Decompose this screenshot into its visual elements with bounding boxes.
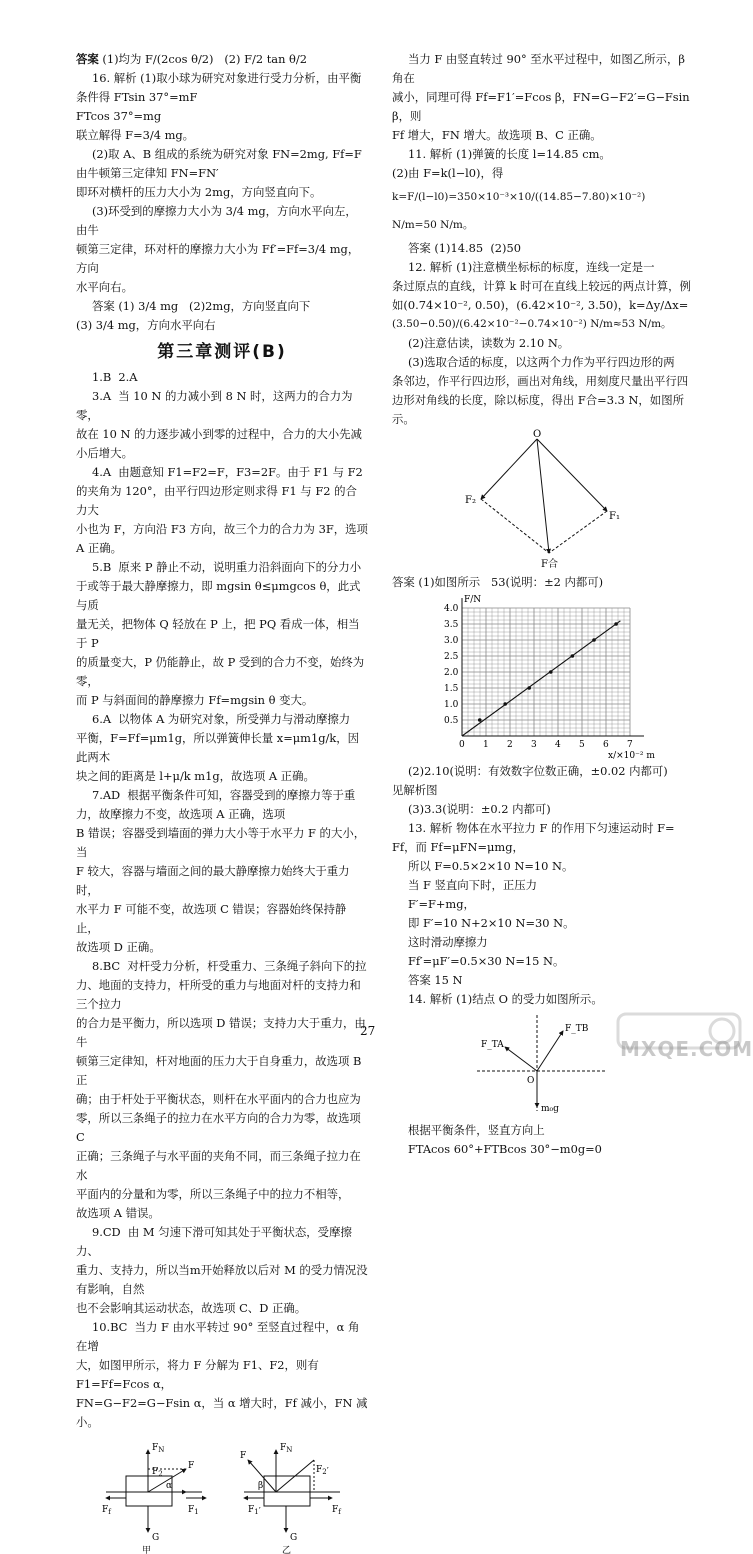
text-line: 这时滑动摩擦力 (407, 935, 488, 949)
text-line: 也不会影响其运动状态，故选项 C、D 正确。 (76, 1301, 307, 1315)
text-line: 13. 解析 物体在水平拉力 F 的作用下匀速运动时 F= (407, 821, 675, 835)
text-line: 14. 解析 (1)结点 O 的受力如图所示。 (407, 992, 603, 1006)
text-line: 水平向右。 (76, 280, 133, 294)
answer-line: 答案 (1) 3/4 mg (2)2mg，方向竖直向下 (91, 299, 311, 313)
svg-text:FN: $F_N$ (280, 1443, 293, 1454)
text-line: 8.BC 对杆受力分析，杆受重力、三条绳子斜向下的拉 (91, 959, 367, 973)
svg-text:Ff: $F_f$ (332, 1505, 341, 1516)
diagram-yi (240, 1443, 342, 1554)
answer-line: 答案 (1)均为 F/(2cos θ/2) (2) F/2 tan θ/2 (76, 52, 307, 66)
svg-text:F: F (240, 1451, 247, 1461)
text-line: 10.BC 当力 F 由水平转过 90° 至竖直过程中，α 角在增 (76, 1320, 360, 1353)
text-line: 由牛顿第三定律知 FN=FN′ (76, 166, 219, 180)
text-line: 5.B 原来 P 静止不动，说明重力沿斜面向下的分力小 (91, 560, 362, 574)
text-line: 4.A 由题意知 F1=F2=F，F3=2F。由于 F1 与 F2 (91, 465, 363, 479)
force-diagrams-jia-yi (76, 1436, 368, 1554)
svg-text:Ff: $F_f$ (102, 1505, 111, 1516)
text-line: Ff，而 Ff=μFN=μmg， (392, 840, 524, 854)
svg-text:α: α (166, 1481, 173, 1491)
text-line: (2)由 F=k(l−l0)，得 (392, 166, 504, 180)
svg-text:F: F (188, 1461, 195, 1471)
svg-text:FN: $F_N$ (152, 1443, 165, 1454)
label-knot-O: O (527, 1076, 535, 1086)
text-line: 9.CD 由 M 匀速下滑可知其处于平衡状态，受摩擦力、 (76, 1225, 352, 1258)
data-point (592, 638, 596, 642)
text-line: 重力、支持力，所以当m开始释放以后对 M 的受力情况没有影响，自然 (76, 1263, 368, 1296)
text-line: 的夹角为 120°，由平行四边形定则求得 F1 与 F2 的合力大 (76, 484, 357, 517)
label-O: O (533, 429, 542, 440)
answer-line: 答案 15 N (407, 973, 463, 987)
text-line: 条件得 FTsin 37°=mF (76, 90, 198, 104)
caption-jia: 甲 (142, 1546, 152, 1554)
text-line: 16. 解析 (1)取小球为研究对象进行受力分析，由平衡 (91, 71, 362, 85)
text-line: (3)环受到的摩擦力大小为 3/4 mg，方向水平向左，由牛 (76, 204, 357, 237)
label-m0g: m₀g (541, 1104, 559, 1114)
y-tick-label: 2.0 (444, 668, 459, 678)
text-line: 水平力 F 可能不变，故选项 C 错误；容器始终保持静止， (76, 902, 347, 935)
y-tick-label: 1.5 (444, 684, 459, 694)
x-tick-label: 6 (603, 740, 609, 750)
text-line: FN=G−F2=G−Fsin α，当 α 增大时，Ff 减小，FN 减小。 (76, 1396, 368, 1429)
x-tick-label: 5 (579, 740, 585, 750)
caption-yi: 乙 (282, 1546, 292, 1554)
text-line: 6.A 以物体 A 为研究对象，所受弹力与滑动摩擦力 (91, 712, 351, 726)
text-line: 减小，同理可得 Ff=F1′=Fcos β，FN=G−F2′=G−Fsin β，则 (392, 90, 694, 123)
text-line: 当 F 竖直向下时，正压力 (407, 878, 538, 892)
label-F1: F₁ (609, 511, 620, 522)
x-tick-label: 3 (531, 740, 537, 750)
section-heading: 第三章测评(B) (157, 342, 287, 362)
text-line: 条邻边，作平行四边形，画出对角线，用刻度尺量出平行四 (392, 374, 689, 388)
svg-text:β: β (258, 1481, 264, 1491)
text-line: 力、地面的支持力，杆所受的重力与地面对杆的支持力和三个拉力 (76, 978, 361, 1011)
text-line: 即环对横杆的压力大小为 2mg，方向竖直向下。 (76, 185, 322, 199)
x-axis-label: x/×10⁻² m (608, 751, 655, 761)
text-line: 见解析图 (392, 783, 438, 797)
text-line: F′=F+mg， (407, 897, 475, 911)
text-line: 当力 F 由竖直转过 90° 至水平过程中，如图乙所示，β 角在 (392, 52, 689, 85)
text-line: (2)2.10(说明：有效数字位数正确，±0.02 内都可) (407, 764, 668, 778)
text-line: B 错误；容器受到墙面的弹力大小等于水平力 F 的大小，当 (76, 826, 366, 859)
watermark-text: MXQE.COM (620, 1037, 753, 1061)
text-line: 的质量变大，P 仍能静止，故 P 受到的合力不变，始终为零， (76, 655, 365, 688)
text-line: FTAcos 60°+FTBcos 30°−m0g=0 (407, 1142, 602, 1156)
text-line: 边形对角线的长度，除以标度，得出 F合=3.3 N，如图所示。 (392, 393, 684, 426)
x-tick-label: 1 (483, 740, 489, 750)
label-F2: F₂ (465, 495, 476, 506)
text-line: 联立解得 F=3/4 mg。 (76, 128, 195, 142)
force-extension-chart (392, 592, 692, 762)
label-FTB: F_TB (565, 1024, 589, 1034)
text-line: 块之间的距离是 l+μ/k m1g，故选项 A 正确。 (76, 769, 315, 783)
y-tick-label: 2.5 (444, 652, 459, 662)
text-line: 如(0.74×10⁻², 0.50)，(6.42×10⁻², 3.50)，k=Δy/Δx= (392, 298, 689, 312)
y-tick-label: 3.0 (444, 636, 459, 646)
text-line: 故在 10 N 的力逐步减小到零的过程中，合力的大小先减 (76, 427, 362, 441)
text-line: 3.A 当 10 N 的力减小到 8 N 时，这两力的合力为零， (76, 389, 353, 422)
svg-text:G: G (290, 1533, 298, 1543)
text-line: 7.AD 根据平衡条件可知，容器受到的摩擦力等于重 (91, 788, 356, 802)
text-line: 于或等于最大静摩擦力，即 mgsin θ≤μmgcos θ，此式与质 (76, 579, 361, 612)
left-column (76, 50, 368, 1554)
text-line: FTcos 37°=mg (76, 109, 162, 123)
text-line: 顿第三定律，环对杆的摩擦力大小为 Ff′=Ff=3/4 mg，方向 (76, 242, 360, 275)
data-point (527, 686, 531, 690)
text-line: 顿第三定律知，杆对地面的压力大于自身重力，故选项 B 正 (76, 1054, 365, 1087)
text-line: 所以 F=0.5×2×10 N=10 N。 (407, 859, 574, 873)
diagram-jia (102, 1443, 206, 1554)
x-tick-label: 2 (507, 740, 513, 750)
text-line: 确；由于杆处于平衡状态，则杆在水平面内的合力也应为 (76, 1092, 361, 1106)
text-line: 条过原点的直线，计算 k 时可在直线上较远的两点计算，例 (392, 279, 691, 293)
text-line: (3) 3/4 mg，方向水平向右 (76, 318, 216, 332)
text-line: Ff′=μF′=0.5×30 N=15 N。 (407, 954, 565, 968)
text-line: 量无关，把物体 Q 轻放在 P 上，把 PQ 看成一体，相当于 P (76, 617, 360, 650)
text-line: 1.B 2.A (91, 370, 138, 384)
y-tick-label: 0.5 (444, 716, 459, 726)
y-tick-label: 4.0 (444, 604, 459, 614)
text-line: 11. 解析 (1)弹簧的长度 l=14.85 cm。 (407, 147, 611, 161)
text-line: 正确；三条绳子与水平面的夹角不同，而三条绳子拉力在水 (76, 1149, 361, 1182)
x-tick-label: 7 (627, 740, 633, 750)
data-point (503, 702, 507, 706)
text-line: 平衡，F=Ff=μm1g，所以弹簧伸长量 x=μm1g/k，因此两木 (76, 731, 360, 764)
text-line: A 正确。 (76, 541, 123, 555)
text-line: 即 F′=10 N+2×10 N=30 N。 (407, 916, 575, 930)
text-line: 平面内的分量和为零，所以三条绳子中的拉力不相等， (76, 1187, 350, 1201)
text-line: 大，如图甲所示，将力 F 分解为 F1、F2，则有 F1=Ff=Fcos α， (76, 1358, 323, 1391)
svg-text:G: G (152, 1533, 160, 1543)
text-line: 零，所以三条绳子的拉力在水平方向的合力为零，故选项 C (76, 1111, 365, 1144)
y-axis-label: F/N (464, 595, 482, 605)
y-tick-label: 1.0 (444, 700, 459, 710)
data-point (478, 718, 482, 722)
answer-line: 答案 (1)如图所示 53(说明：±2 内都可) (392, 575, 604, 589)
text-line: 12. 解析 (1)注意横坐标标的标度，连线一定是一 (407, 260, 655, 274)
data-point (549, 670, 553, 674)
data-point (571, 654, 575, 658)
data-point (614, 622, 618, 626)
svg-text:F1: $F_1$ (188, 1505, 199, 1516)
text-line: Ff 增大，FN 增大。故选项 B、C 正确。 (392, 128, 602, 142)
force-parallelogram-figure (457, 431, 627, 571)
right-column (392, 50, 692, 1159)
text-line: 力，故摩擦力不变，故选项 A 正确，选项 (76, 807, 286, 821)
text-line: 小也为 F，方向沿 F3 方向，故三个力的合力为 3F，选项 (76, 522, 368, 536)
text-line: 的合力是平衡力，所以选项 D 错误；支持力大于重力，由牛 (76, 1016, 366, 1049)
page-number: 27 (360, 1024, 376, 1038)
svg-text:F2′: $F_2'$ (316, 1465, 329, 1477)
svg-text:F1′: $F_1'$ (248, 1505, 261, 1517)
knot-force-diagram (467, 1011, 617, 1119)
text-line: F 较大，容器与墙面之间的最大静摩擦力始终大于重力时， (76, 864, 350, 897)
answer-line: 答案 (1)14.85 (2)50 (407, 241, 521, 255)
text-line: k=F/(l−l0)=350×10⁻³×10/((14.85−7.80)×10⁻²) N/m=50 N/m。 (392, 191, 649, 231)
text-line: 小后增大。 (76, 446, 133, 460)
text-line: 故选项 D 正确。 (76, 940, 161, 954)
text-line: 而 P 与斜面间的静摩擦力 Ff=mgsin θ 变大。 (76, 693, 314, 707)
text-line: (3)选取合适的标度，以这两个力作为平行四边形的两 (407, 355, 675, 369)
text-line: (3)3.3(说明：±0.2 内都可) (407, 802, 551, 816)
label-FTA: F_TA (481, 1040, 504, 1050)
text-line: 故选项 A 错误。 (76, 1206, 160, 1220)
y-tick-label: 3.5 (444, 620, 459, 630)
label-F-resultant: F合 (541, 559, 558, 570)
svg-text:F2: $F_2$ (152, 1467, 163, 1478)
text-line: (2)取 A、B 组成的系统为研究对象 FN=2mg, Ff=F (91, 147, 362, 161)
x-tick-label: 4 (555, 740, 561, 750)
text-line: 根据平衡条件，竖直方向上 (407, 1123, 545, 1137)
text-line: (3.50−0.50)/(6.42×10⁻²−0.74×10⁻²) N/m≈53 N/m。 (392, 318, 672, 330)
x-tick-label: 0 (459, 740, 465, 750)
text-line: (2)注意估读，读数为 2.10 N。 (407, 336, 570, 350)
